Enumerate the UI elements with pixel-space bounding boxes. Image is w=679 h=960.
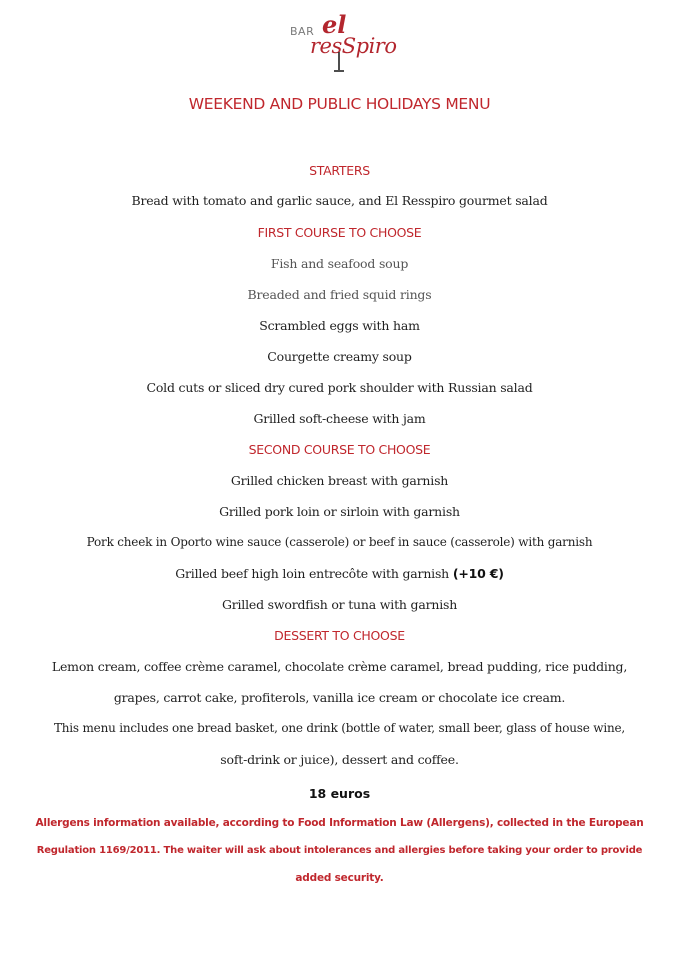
allergen-notice-line: added security. <box>295 872 384 884</box>
first-course-item: Grilled soft-cheese with jam <box>253 411 426 426</box>
first-course-item: Courgette creamy soup <box>267 349 412 364</box>
dessert-line: Lemon cream, coffee crème caramel, chocolate crème caramel, bread pudding, rice pudding, <box>51 659 628 674</box>
second-course-item: Grilled pork loin or sirloin with garnish <box>219 504 460 519</box>
supplement-price: (+10 €) <box>452 566 504 581</box>
first-course-item: Scrambled eggs with ham <box>259 318 420 333</box>
second-course-heading: SECOND COURSE TO CHOOSE <box>248 442 431 457</box>
allergen-notice-line: Allergens information available, according to Food Information Law (Allergens), collected in the European <box>35 817 644 829</box>
dessert-line: grapes, carrot cake, profiterols, vanilla ice cream or chocolate ice cream. <box>113 690 566 705</box>
bar-logo <box>286 12 398 74</box>
starter-item: Bread with tomato and garlic sauce, and El Resspiro gourmet salad <box>131 193 548 208</box>
wine-glass-icon <box>332 36 346 74</box>
logo-resspiro-text: resSpiro <box>310 34 397 58</box>
logo-el-text: el <box>322 10 347 39</box>
dessert-heading: DESSERT TO CHOOSE <box>274 628 405 643</box>
second-course-item: Grilled chicken breast with garnish <box>230 473 449 488</box>
starters-heading: STARTERS <box>309 163 370 178</box>
includes-line: soft-drink or juice), dessert and coffee. <box>220 752 459 767</box>
menu-title: WEEKEND AND PUBLIC HOLIDAYS MENU <box>188 95 491 113</box>
logo-bar-text: BAR <box>290 25 315 38</box>
second-course-item: Pork cheek in Oporto wine sauce (casserole) or beef in sauce (casserole) with garnish <box>86 535 593 549</box>
first-course-item: Cold cuts or sliced dry cured pork shoulder with Russian salad <box>146 380 533 395</box>
includes-line: This menu includes one bread basket, one drink (bottle of water, small beer, glass of house wine, <box>53 721 626 735</box>
first-course-item: Breaded and fried squid rings <box>247 287 432 302</box>
allergen-notice-line: Regulation 1169/2011. The waiter will ask about intolerances and allergies before taking your order to provide <box>36 845 643 856</box>
first-course-heading: FIRST COURSE TO CHOOSE <box>257 225 422 240</box>
second-course-item: Grilled beef high loin entrecôte with garnish <box>175 566 450 581</box>
second-course-item: Grilled swordfish or tuna with garnish <box>221 597 458 612</box>
menu-price: 18 euros <box>308 786 371 801</box>
second-course-item-supplement <box>0 566 679 581</box>
first-course-item: Fish and seafood soup <box>270 256 409 271</box>
